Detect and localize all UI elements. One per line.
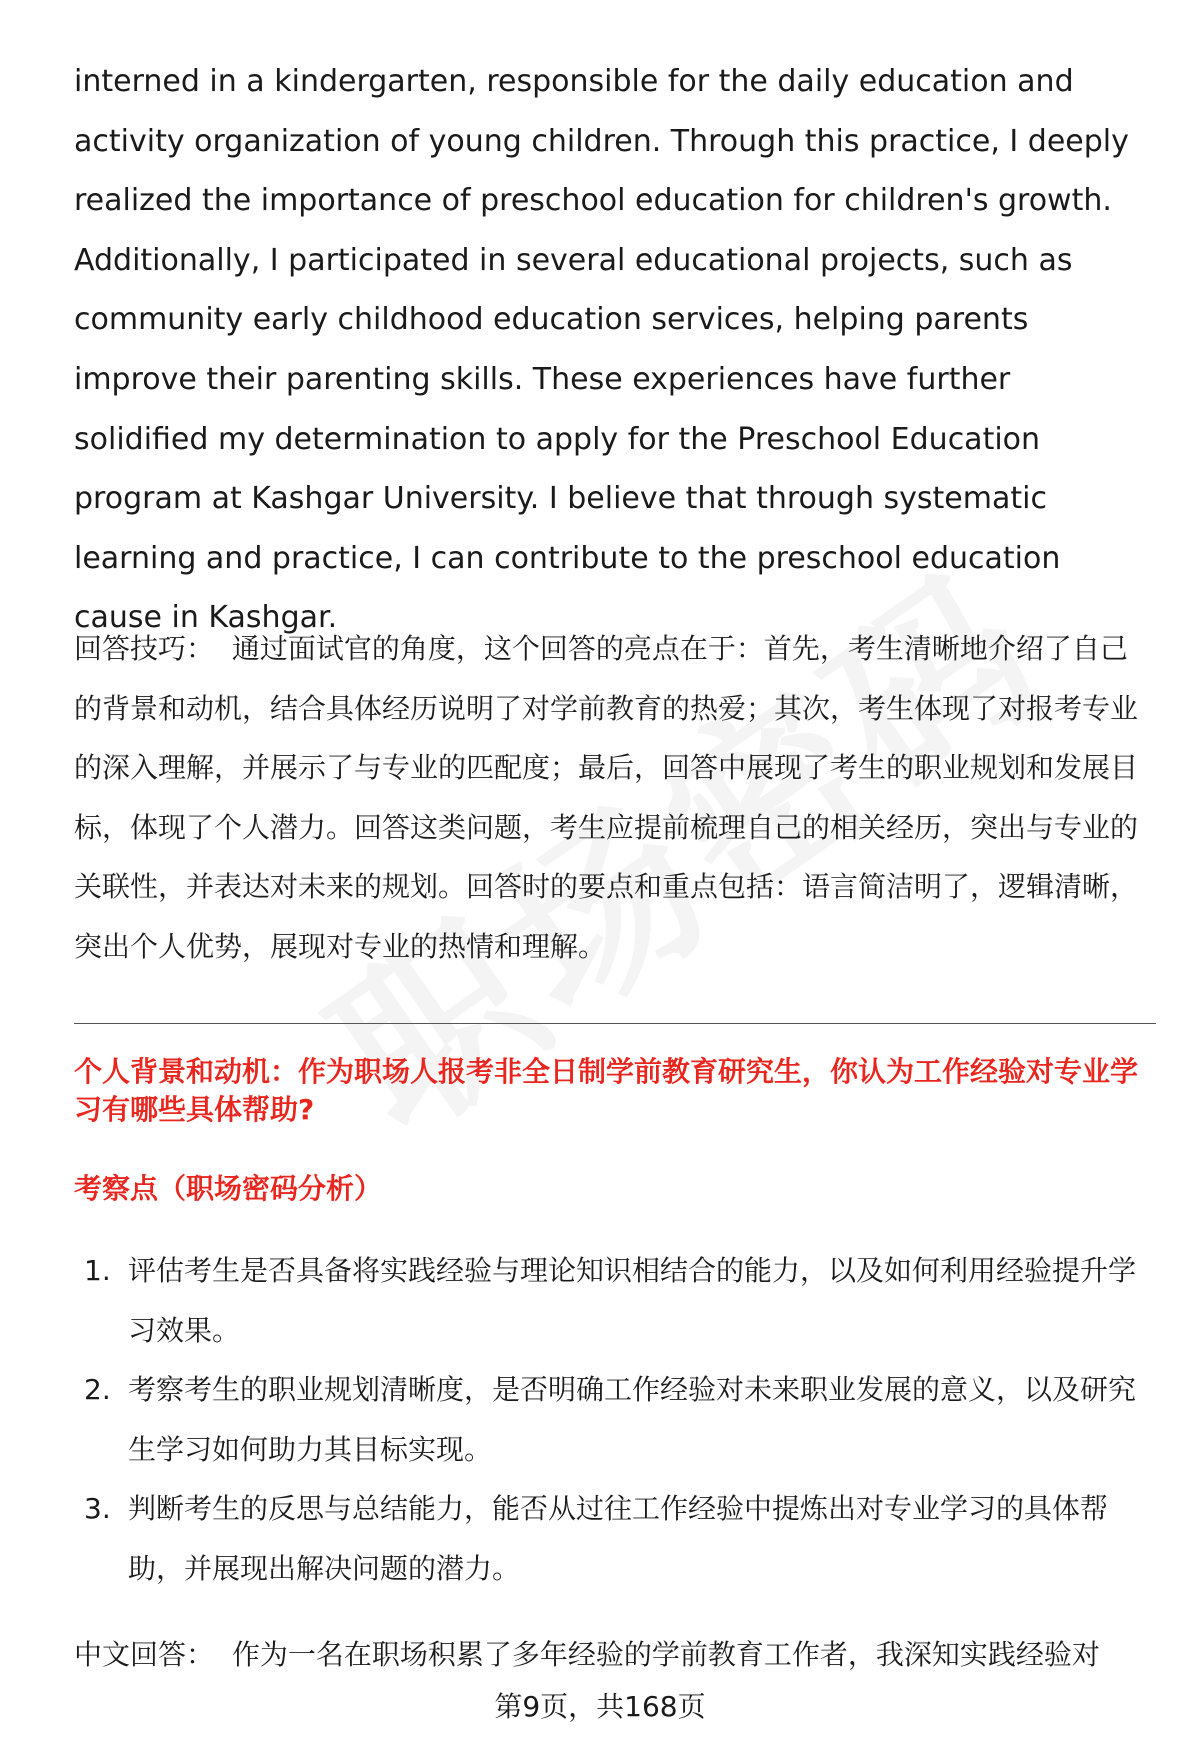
list-item-number: 3. <box>84 1492 111 1525</box>
list-item <box>74 1479 1154 1598</box>
list-item-text: 评估考生是否具备将实践经验与理论知识相结合的能力，以及如何利用经验提升学习效果。 <box>128 1254 1137 1347</box>
answer-tips-paragraph <box>74 619 1154 976</box>
english-answer-paragraph: interned in a kindergarten, responsible for the daily education and activity organization of young children. Through this practice, I deeply realized the importance of preschool education for children's growth. Additionally, I participated in several educational projects, such as community early childhood education services, helping parents improve their parenting skills. These experiences have further solidified my determination to apply for the Preschool Education program at Kashgar University. I believe that through systematic learning and practice, I can contribute to the preschool education cause in Kashgar. <box>74 64 1129 636</box>
chinese-answer-text: 作为一名在职场积累了多年经验的学前教育工作者，我深知实践经验对 <box>231 1638 1100 1671</box>
list-item <box>74 1241 1154 1360</box>
list-item-text: 考察考生的职业规划清晰度，是否明确工作经验对未来职业发展的意义，以及研究生学习如何助力其目标实现。 <box>128 1373 1137 1466</box>
answer-tips-label: 回答技巧： <box>74 632 215 665</box>
section-divider <box>74 1023 1156 1024</box>
chinese-answer-label: 中文回答： <box>74 1638 215 1671</box>
chinese-answer-paragraph <box>74 1625 1154 1685</box>
list-item-number: 1. <box>84 1254 111 1287</box>
list-item <box>74 1360 1154 1479</box>
list-item-number: 2. <box>84 1373 111 1406</box>
page-number-footer: 第9页，共168页 <box>494 1690 706 1723</box>
question-heading: 个人背景和动机：作为职场人报考非全日制学前教育研究生，你认为工作经验对专业学习有哪些具体帮助? <box>74 1055 1139 1126</box>
exam-points-title: 考察点（职场密码分析） <box>74 1172 383 1205</box>
list-item-text: 判断考生的反思与总结能力，能否从过往工作经验中提炼出对专业学习的具体帮助，并展现出解决问题的潜力。 <box>128 1492 1109 1585</box>
answer-tips-text: 通过面试官的角度，这个回答的亮点在于：首先，考生清晰地介绍了自己的背景和动机，结合具体经历说明了对学前教育的热爱；其次，考生体现了对报考专业的深入理解，并展示了与专业的匹配度；最后，回答中展现了考生的职业规划和发展目标，体现了个人潜力。回答这类问题，考生应提前梳理自己的相关经历，突出与专业的关联性，并表达对未来的规划。回答时的要点和重点包括：语言简洁明了，逻辑清晰，突出个人优势，展现对专业的热情和理解。 <box>74 632 1139 963</box>
exam-points-list <box>74 1241 1154 1598</box>
